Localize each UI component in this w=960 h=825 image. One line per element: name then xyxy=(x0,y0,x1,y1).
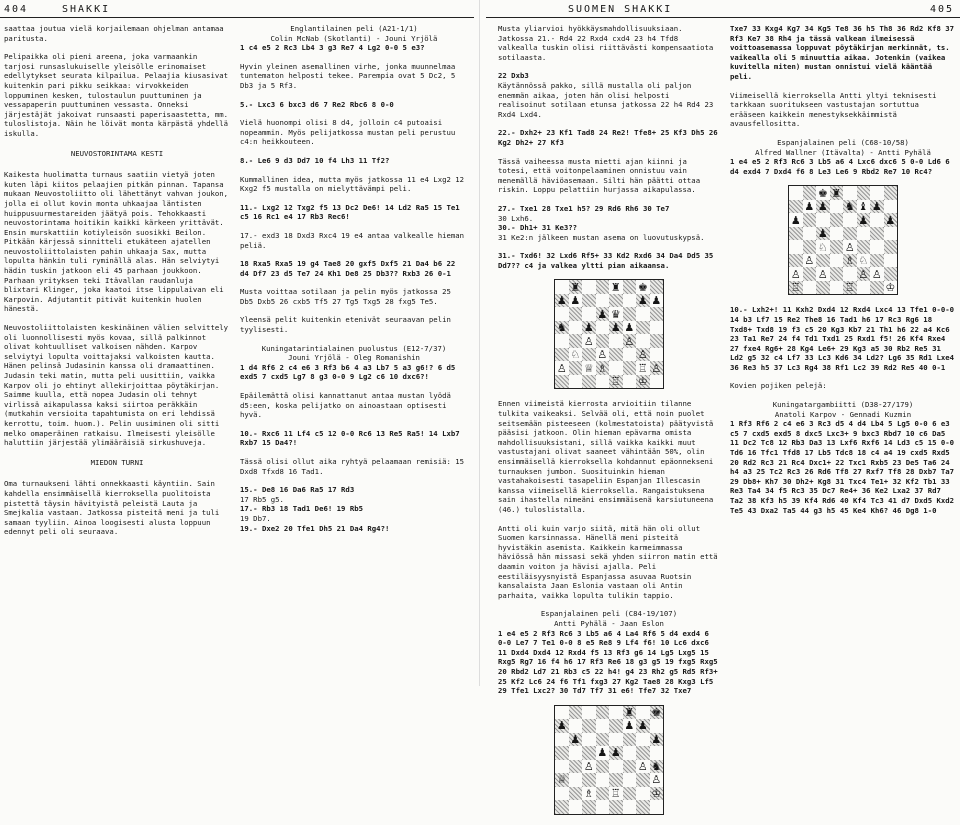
board-square xyxy=(555,280,569,294)
chess-diagram-2 xyxy=(554,705,664,815)
board-square xyxy=(636,746,650,760)
board-square xyxy=(569,375,583,389)
board-square xyxy=(596,733,610,747)
game-title: Englantilainen peli (A21-1/1) xyxy=(290,24,418,33)
board-square xyxy=(870,213,884,227)
board-square xyxy=(569,773,583,787)
board-square xyxy=(555,307,569,321)
board-square: ♙ xyxy=(583,334,594,348)
board-square xyxy=(569,706,583,720)
board-square xyxy=(623,773,637,787)
paragraph: 31 Ke2:n jälkeen mustan asema on luovutuskypsä. xyxy=(498,232,705,242)
board-square: ♞ xyxy=(844,200,855,214)
board-square xyxy=(650,321,664,335)
board-square: ♙ xyxy=(858,267,869,281)
board-square: ♟ xyxy=(651,732,662,746)
board-square: ♞ xyxy=(556,321,567,335)
board-square: ♗ xyxy=(583,786,594,800)
board-square: ♚ xyxy=(651,705,662,719)
board-square xyxy=(596,760,610,774)
board-square xyxy=(569,321,583,335)
board-square: ♙ xyxy=(583,759,594,773)
board-square xyxy=(803,267,817,281)
game-moves: 30.- Dh1+ 31 Ke3?? xyxy=(498,223,578,233)
game-title: Espanjalainen peli (C84-19/107) xyxy=(540,609,678,619)
board-square xyxy=(555,746,569,760)
game-moves: 27.- Txe1 28 Txe1 h5? 29 Rd6 Rh6 30 Te7 xyxy=(498,203,670,213)
board-square xyxy=(830,240,844,254)
board-square xyxy=(623,733,637,747)
board-square: ♜ xyxy=(624,705,635,719)
board-square: ♘ xyxy=(817,240,828,254)
board-square: ♝ xyxy=(858,200,869,214)
board-square xyxy=(609,773,623,787)
board-square: ♙ xyxy=(844,240,855,254)
board-square xyxy=(555,348,569,362)
board-square xyxy=(555,787,569,801)
board-square xyxy=(803,186,817,200)
board-square: ♜ xyxy=(570,280,581,294)
game-moves: 1 c4 e5 2 Rc3 Lb4 3 g3 Re7 4 Lg2 0-0 5 e3? xyxy=(240,43,425,53)
right-header-rule xyxy=(486,17,960,18)
game-moves: 17 Rb5 g5. xyxy=(240,494,284,504)
board-square xyxy=(803,213,817,227)
board-square: ♗ xyxy=(597,361,608,375)
board-square: ♟ xyxy=(885,213,896,227)
paragraph: Oma turnaukseni lähti onnekkaasti käyntiin. Sain kahdella ensimmäisellä kierroksella puolitoista pistettä täysin hävityistä peleistä Lauta ja Smejkalia vastaan. Jatkossa pisteitä meni ja tuli samaan tyyliin. Ainoa loogisesti alusta loppuun edennyt peli oli seuraava. xyxy=(4,479,220,537)
board-square: ♟ xyxy=(817,200,828,214)
board-square xyxy=(816,254,830,268)
game-moves: 10.- Rxc6 11 Lf4 c5 12 0-0 Rc6 13 Re5 Ra5! 14 Lxb7 Rxb7 15 Da4?! xyxy=(240,428,460,448)
board-square xyxy=(596,719,610,733)
game-moves: 1 d4 Rf6 2 c4 e6 3 Rf3 b6 4 a3 Lb7 5 a3 g6!? 6 d5 exd5 7 cxd5 Lg7 8 g3 0-0 9 Lg2 c6 10 dxc6?! xyxy=(240,362,456,382)
board-square xyxy=(650,280,664,294)
board-square: ♙ xyxy=(790,267,801,281)
paragraph: Musta yliarvioi hyökkäysmahdollisuuksiaan. Jatkossa 21.- Rd4 22 Rxd4 cxd4 23 h4 Tfd8 valkealla tuskin olisi riittävästi kompensaatiota sotilaasta. xyxy=(498,24,714,62)
game-title: Kuningatargambiitti (D38-27/179) xyxy=(772,400,914,410)
board-square xyxy=(636,307,650,321)
column-4 xyxy=(730,24,956,524)
game-moves: 22 Dxb3 xyxy=(498,71,529,81)
board-square xyxy=(609,719,623,733)
left-header-rule xyxy=(0,17,474,18)
board-square xyxy=(830,267,844,281)
board-square xyxy=(623,348,637,362)
board-square xyxy=(650,719,664,733)
board-square xyxy=(636,800,650,814)
board-square xyxy=(636,773,650,787)
board-square: ♟ xyxy=(570,294,581,308)
board-square xyxy=(803,227,817,241)
board-square xyxy=(569,760,583,774)
board-square xyxy=(582,746,596,760)
paragraph: Yleensä pelit kuitenkin etenivät seuraavan pelin tyylisesti. xyxy=(240,315,451,335)
board-square xyxy=(789,240,803,254)
board-square: ♙ xyxy=(556,361,567,375)
game-moves: 31.- Txd6! 32 Lxd6 Rf5+ 33 Kd2 Rxd6 34 Da4 Dd5 35 Dd7?? c4 ja valkea yltti pian aikaansa. xyxy=(498,251,714,270)
board-square xyxy=(623,746,637,760)
board-square xyxy=(843,186,857,200)
column-3 xyxy=(498,24,720,825)
section-heading: MIEDON TURNI xyxy=(90,457,144,467)
board-square xyxy=(609,334,623,348)
board-square: ♙ xyxy=(804,254,815,268)
paragraph: Neuvostoliittolaisten keskinäinen välien selvittely oli luonnollisesti myös kovaa, sillä palkinnot olivat kohtuulliset valkoisen nähden. Karpov selviytyi lopulta voittajaksi valkoisten kautta. Hänen pelinsä Judasinin kanssa oli dramaattinen. Judasin teki matin, mutta peli uusittiin, vaikka Karpov oli jo ehtinyt allekirjoittaa pöytäkirjan. Saimme kuulla, että nopea Judasin oli tehnyt virlissä aikapulassa kaksi siirtoa peräkkäin (mutkahin versioita tapahtumista on eri lehdissä kerrottu, toim. huom.). Pelin uusiminen oli sitti melko omaperäinen ratkaisu. Ilmeisesti yleisölle haluttiin järjestää ylimääräisiä sirkushuveja. xyxy=(4,323,229,448)
board-square xyxy=(857,227,871,241)
paragraph: Kummallinen idea, mutta myös jatkossa 11 e4 Lxg2 12 Kxg2 f5 mustalla on mielyttävämpi peli. xyxy=(240,174,465,194)
board-square xyxy=(870,254,884,268)
board-square: ♖ xyxy=(844,281,855,295)
game-title: Espanjalainen peli (C68-10/58) xyxy=(777,137,909,147)
board-square: ♟ xyxy=(624,321,635,335)
game-moves: 22.- Dxh2+ 23 Kf1 Tad8 24 Re2! Tfe8+ 25 Kf3 Dh5 26 Kg2 Dh2+ 27 Kf3 xyxy=(498,128,718,147)
board-square xyxy=(569,719,583,733)
board-square xyxy=(596,321,610,335)
board-square xyxy=(830,200,844,214)
board-square xyxy=(569,746,583,760)
board-square: ♙ xyxy=(871,267,882,281)
board-square xyxy=(569,787,583,801)
board-square xyxy=(596,706,610,720)
board-square xyxy=(623,760,637,774)
board-square xyxy=(636,321,650,335)
page-gutter xyxy=(479,0,480,686)
board-square xyxy=(830,281,844,295)
board-square xyxy=(555,706,569,720)
paragraph: Epäilemättä olisi kannattanut antaa mustan lyödä d5:een, koska pelijatko on ainoastaan optisesti hyvä. xyxy=(240,391,451,420)
game-players: Antti Pyhälä - Jaan Eslon xyxy=(554,618,664,628)
board-square xyxy=(870,240,884,254)
board-square: ♙ xyxy=(651,773,662,787)
board-square xyxy=(596,773,610,787)
board-square: ♟ xyxy=(637,719,648,733)
board-square xyxy=(582,294,596,308)
board-square xyxy=(650,800,664,814)
board-square xyxy=(582,348,596,362)
board-square: ♖ xyxy=(610,375,621,389)
paragraph: Ennen viimeistä kierrosta arvioitiin tilanne tulkita vaikeaksi. Selvää oli, että noin puolet seitsemään pisteeseen (kolmestatoista) päätyvistä pääsisi jatkoon. Olin hieman epävarma omista mahdollisuuksistani, sillä vaikka kaikki muut vastustajani olivat saaneet vähintään 50%, olin ensimmäisellä kierroksella kohdannut epäonnekseni turnauksen jumbon. Suosituinkin hieman vastahakoisesti tasapeliin Espanjan Illescasin kanssa viimeisellä kierroksella. Rangaistuksena sain ihastella nimeäni ensimmäisenä karsiutuneena (46.) tuloslistalla. xyxy=(498,399,714,514)
left-running-title: SHAKKI xyxy=(62,4,111,15)
board-square: ♟ xyxy=(556,719,567,733)
board-square xyxy=(816,213,830,227)
paragraph: Tässä vaiheessa musta mietti ajan kiinni ja totesi, että voitonpelaaminen onnistuu vain menemällä häviöasemaan. Silti hän päätti ottaa riskin. Loppu pelattiin hurjassa aikapulassa. xyxy=(498,156,701,195)
board-square xyxy=(870,186,884,200)
board-square: ♖ xyxy=(790,281,801,295)
board-square: ♙ xyxy=(597,348,608,362)
board-square xyxy=(609,733,623,747)
right-running-title: SUOMEN SHAKKI xyxy=(568,4,673,15)
board-square: ♘ xyxy=(570,348,581,362)
board-square xyxy=(555,375,569,389)
board-square xyxy=(555,800,569,814)
board-square xyxy=(582,375,596,389)
game-moves: 19.- Dxe2 20 Tfe1 Dh5 21 Da4 Rg4?! xyxy=(240,523,390,533)
board-square xyxy=(830,254,844,268)
paragraph: Antti oli kuin varjo siitä, mitä hän oli ollut Suomen karsinnassa. Hänellä meni pisteitä hyvistäkin asemista. Kaikkein karmeimmassa häviössä hän missasi sekä yhden siirron matin että daamin voiton ja hävisi ajalla. Peli eestiläisyysnyistä Espanjassa asuvaa Ruotsin kansalaista Jaan Eslonia vastaan oli Antin parhaita, vaikka lopulta tulikin tappio. xyxy=(498,523,718,600)
board-square xyxy=(884,200,898,214)
board-square: ♗ xyxy=(844,254,855,268)
chess-diagram-3 xyxy=(788,185,898,295)
board-square: ♖ xyxy=(637,361,648,375)
board-square xyxy=(650,307,664,321)
board-square: ♙ xyxy=(651,361,662,375)
board-square xyxy=(596,280,610,294)
game-moves: 11.- Lxg2 12 Txg2 f5 13 Dc2 De6! 14 Ld2 Ra5 15 Te1 c5 16 Rc1 e4 17 Rb3 Rec6! xyxy=(240,202,460,222)
board-square xyxy=(569,334,583,348)
board-square: ♚ xyxy=(637,280,648,294)
paragraph: 17.- exd3 18 Dxd3 Rxc4 19 e4 antaa valkealle hieman peliä. xyxy=(240,230,465,250)
board-square: ♔ xyxy=(885,281,896,295)
board-square xyxy=(596,787,610,801)
board-square xyxy=(816,281,830,295)
board-square: ♟ xyxy=(790,213,801,227)
board-square xyxy=(569,800,583,814)
board-square xyxy=(870,281,884,295)
board-square xyxy=(623,800,637,814)
board-square xyxy=(636,787,650,801)
board-square: ♞ xyxy=(651,759,662,773)
board-square xyxy=(555,334,569,348)
game-moves: 15.- De8 16 Da6 Ra5 17 Rd3 xyxy=(240,485,355,495)
board-square xyxy=(803,281,817,295)
paragraph: Musta voittaa sotilaan ja pelin myös jatkossa 25 Db5 Dxb5 26 cxb5 Tf5 27 Tg5 Txg5 28 fxg5 Te5. xyxy=(240,287,451,306)
board-square: ♔ xyxy=(637,375,648,389)
paragraph: Hyvin yleinen asemallinen virhe, jonka muunnelmaa tuntematon helposti tekee. Parempia ovat 5 Dc2, 5 Db3 ja 5 Rf3. xyxy=(240,61,456,90)
board-square xyxy=(884,240,898,254)
game-players: Colin McNab (Skotlanti) - Jouni Yrjölä xyxy=(270,33,438,43)
board-square xyxy=(803,240,817,254)
board-square xyxy=(596,334,610,348)
board-square xyxy=(555,733,569,747)
board-square xyxy=(884,186,898,200)
game-title: Kuningatarintialainen puolustus (E12-7/37) xyxy=(261,343,447,353)
board-square xyxy=(582,719,596,733)
game-moves: 5.- Lxc3 6 bxc3 d6 7 Re2 Rbc6 8 0-0 xyxy=(240,99,394,109)
board-square xyxy=(623,280,637,294)
board-square xyxy=(609,760,623,774)
game-moves: Txe7 33 Kxg4 Kg7 34 Kg5 Te8 36 h5 Th8 36 Rd2 Kf8 37 Rf3 Ke7 38 Rh4 ja tässä valkean ilmeisessä voittoasemassa loppuvat pöytäkirjan merkinnät, ts. vaikealla oli 5 minuuttia aikaa. Jotenkin (vaikea kuvitella miten) mustan onnistui vielä kääntää peli. xyxy=(730,24,955,81)
board-square xyxy=(789,200,803,214)
board-square xyxy=(789,186,803,200)
paragraph: Tässä olisi ollut aika ryhtyä pelaamaan remisiä: 15 Dxd8 Tfxd8 16 Tad1. xyxy=(240,457,465,476)
board-square xyxy=(582,706,596,720)
board-square: ♟ xyxy=(871,200,882,214)
board-square xyxy=(830,213,844,227)
board-square xyxy=(582,307,596,321)
board-square xyxy=(582,800,596,814)
paragraph: Viimeisellä kierroksella Antti yltyi teknisesti tarkkaan suoritukseen vastustajan sortuttua erääseen kaikkein menestyksekkäimmistä avausfellositta. xyxy=(730,90,937,129)
game-players: Anatoli Karpov - Gennadi Kuzmin xyxy=(774,409,912,419)
board-square: ♟ xyxy=(556,294,567,308)
board-square xyxy=(636,733,650,747)
board-square: ♕ xyxy=(583,361,594,375)
paragraph: Kaikesta huolimatta turnaus saatiin vietyä joten kuten läpi kiitos pelaajien pitkän pinnan. Tapansa mukaan Neuvostoliitto oli lähettänyt vahvan joukon, jolla ei ollut kovin monta uhkaajaa läntisten huippusuurmestareiden jäätyä pois. Tehokkaasti neuvostorintama hoitikin kaikki kärkeen yrittävät. Ensin murskattiin kotiyleisön suosikki Beilon. Pitkään kärjessä sinnitteli etukäteen ajatellen neuvostoliittolaisten pahin uhkaaja Sax, mutta lopulta hänkin tuli ryminällä alas. Hän selviytyi hädin tuskin jatkoon eli 45 parhaan joukkoon. Parhaan yrityksen teki Itävallan raudanluja blixtari Klinger, joka kaatoi itse lippulaivan eli Karpovin. Adjutantit pitivät kuitenkin huolen hänestä. xyxy=(4,170,229,314)
column-2 xyxy=(240,24,468,542)
board-square: ♚ xyxy=(817,186,828,200)
board-square xyxy=(623,787,637,801)
board-square xyxy=(650,375,664,389)
game-moves: 10.- Lxh2+! 11 Kxh2 Dxd4 12 Rxd4 Lxc4 13 Tfe1 0-0-0 14 b3 Lf7 15 Re2 The8 16 Tad1 h6 17 Rc3 Rg6 18 Txd8+ Txd8 19 f3 c5 20 Kg3 Kb7 21 Th1 h6 22 a4 Kc6 23 Ta1 Re7 24 f4 Td1 Txd1 25 Rxd1 f5! 26 Kf4 Rxe4 27 fxe4 Rg6+ 28 Kg4 Le6+ 29 Kg3 a5 30 Rb2 Re5 31 Ld2 g5 32 c4 Lf7 33 Lc3 Kd6 34 Ld2? Lg6 35 Rd1 Lxe4 36 Re3 h5 37 Lc3 Rg4 38 Rf1 Lc2 39 Rd2 Re5 40 0-1 xyxy=(730,305,955,372)
paragraph: Vielä huonompi olisi 8 d4, jolloin c4 putoaisi nopeammin. Myös pelijatkossa mustan peli perustuu c4:n heikkouteen. xyxy=(240,118,456,147)
game-players: Jouni Yrjölä - Oleg Romanishin xyxy=(288,353,420,363)
board-square xyxy=(582,733,596,747)
board-square: ♜ xyxy=(610,280,621,294)
board-square: ♕ xyxy=(556,773,567,787)
game-moves: 19 Db7. xyxy=(240,513,271,523)
board-square xyxy=(623,375,637,389)
board-square xyxy=(884,227,898,241)
paragraph: saattaa joutua vielä korjailemaan ohjelman antamaa paritusta. xyxy=(4,24,224,43)
board-square xyxy=(623,307,637,321)
board-square xyxy=(830,227,844,241)
board-square xyxy=(569,307,583,321)
column-1 xyxy=(4,24,230,546)
board-square: ♙ xyxy=(624,334,635,348)
board-square xyxy=(650,334,664,348)
board-square xyxy=(609,348,623,362)
board-square xyxy=(596,375,610,389)
board-square: ♟ xyxy=(610,321,621,335)
board-square: ♟ xyxy=(817,227,828,241)
board-square xyxy=(843,227,857,241)
game-players: Alfred Wallner (Itävalta) - Antti Pyhälä xyxy=(755,147,931,157)
board-square xyxy=(650,746,664,760)
game-moves: 1 e4 e5 2 Rf3 Rc6 3 Lb5 a6 4 La4 Rf6 5 d4 exd4 6 0-0 Le7 7 Te1 0-0 8 e5 Re8 9 Lf4 f6! 10 Lc6 dxc6 11 Dxd4 Dxd4 12 Rxd4 f5 13 Rf3 g6 14 Lg5 Lxg5 15 Rxg5 Rg7 16 f4 h6 17 Rf3 Re6 18 g3 g5 19 fxg5 Rxg5 20 Rbd2 Ld7 21 Rb3 c5 22 h4! g4 23 Rh2 g5 Rd5 Rf3+ 25 Kf2 Lc6 24 f6 Tf1 fxg3 27 Kg2 Tae8 28 Kxg3 Lf5 29 Tfe1 Lxc2? 30 Td7 Tf7 31 e6! Tfe7 32 Txe7 xyxy=(498,628,718,696)
game-moves: 30 Lxh6. xyxy=(498,213,534,223)
board-square xyxy=(609,361,623,375)
board-square xyxy=(623,294,637,308)
board-square xyxy=(843,267,857,281)
board-square: ♘ xyxy=(858,254,869,268)
paragraph: Kovien pojiken pelejä: xyxy=(730,381,827,391)
board-square xyxy=(609,800,623,814)
board-square: ♟ xyxy=(570,732,581,746)
board-square: ♟ xyxy=(583,321,594,335)
board-square xyxy=(569,361,583,375)
board-square xyxy=(582,280,596,294)
board-square: ♔ xyxy=(651,786,662,800)
right-page-number: 405 xyxy=(930,4,955,15)
board-square xyxy=(884,267,898,281)
board-square: ♟ xyxy=(597,307,608,321)
section-heading: NEUVOSTORINTAMA KESTI xyxy=(70,148,164,158)
board-square xyxy=(623,361,637,375)
board-square: ♛ xyxy=(610,307,621,321)
game-moves: 17.- Rb3 18 Tad1 De6! 19 Rb5 xyxy=(240,504,364,514)
board-square: ♟ xyxy=(858,213,869,227)
board-square: ♟ xyxy=(651,294,662,308)
game-moves: 8.- Le6 9 d3 Dd7 10 f4 Lh3 11 Tf2? xyxy=(240,155,390,165)
board-square: ♟ xyxy=(637,294,648,308)
board-square xyxy=(857,240,871,254)
board-square: ♜ xyxy=(831,186,842,200)
board-square: ♙ xyxy=(637,759,648,773)
board-square xyxy=(636,706,650,720)
board-square xyxy=(789,254,803,268)
board-square: ♟ xyxy=(610,746,621,760)
board-square: ♟ xyxy=(804,200,815,214)
board-square xyxy=(857,186,871,200)
board-square xyxy=(870,227,884,241)
board-square xyxy=(884,254,898,268)
game-moves: 1 Rf3 Rf6 2 c4 e6 3 Rc3 d5 4 d4 Lb4 5 Lg5 0-0 6 e3 c5 7 cxd5 exd5 8 dxc5 Lxc3+ 9 bxc3 Rbd7 10 c6 Da5 11 Dc2 Tc8 12 Rb3 Da3 13 Lxf6 Rxf6 14 Ld3 c5 15 0-0 Td6 16 Tfc1 Tfd8 17 Lb5 Tdc8 18 c4 a4 19 cxd5 Rxd5 20 Rd2 Rc3 21 Rc4 Dxc1+ 22 Txc1 Rxb5 23 De5 Ta6 24 h4 a3 25 Tc2 Rc3 26 Rd6 Tf8 27 Rxf7 Tf8 28 Dxb7 Ta7 29 Db8+ Kh7 30 Dh2+ Kg8 31 Txc4 Te1+ 32 Kf2 Tb1 33 Re3 Ta4 34 f5 Rc3 35 Dc7 Re4+ 36 Ke2 Lxa2 37 Rd7 Ta2 38 Kf3 h5 39 Kf4 Rd6 40 Kf4 Tc3 41 d7 Dxd5 Kxd2 Te5 43 Dxa2 Ta5 44 g3 h5 45 Ke4 Kh6? 46 Dg8 1-0 xyxy=(730,419,955,515)
board-square xyxy=(596,800,610,814)
board-square: ♟ xyxy=(597,746,608,760)
board-square xyxy=(596,294,610,308)
chess-diagram-1 xyxy=(554,279,664,389)
board-square xyxy=(636,334,650,348)
board-square: ♟ xyxy=(624,719,635,733)
board-square xyxy=(555,760,569,774)
paragraph: Pelipaikka oli pieni areena, joka varmaankin tarjosi runsaslukuiselle yleisölle erinomaiset edellytykset seurata kilpailua. Pelaajia kiusasivat kuitenkin pari pikku seikkaa: virvokkeiden loppuminen kesken, tulostaulun puuttuminen ja vessapaperin puuttuminen vessasta. Onneksi järjestäjät jakoivat runsaasti paperisaastetta, mm. tuloslistoja. Näin he löivät monta kärpästä yhdellä iskulla. xyxy=(4,52,229,138)
board-square xyxy=(789,227,803,241)
board-square: ♙ xyxy=(817,267,828,281)
board-square xyxy=(650,348,664,362)
left-page-number: 404 xyxy=(4,4,29,15)
board-square xyxy=(609,706,623,720)
board-square xyxy=(843,213,857,227)
board-square xyxy=(582,773,596,787)
game-moves: 18 Rxa5 Rxa5 19 g4 Tae8 20 gxf5 Dxf5 21 Da4 b6 22 d4 Df7 23 d5 Te7 24 Kh1 De8 25 Db3?? Rxb3 26 0-1 xyxy=(240,259,456,278)
paragraph: Käytännössä pakko, sillä mustalla oli paljon enemmän aikaa, joten hän olisi helposti realisoinut sotilaan etunsa jatkossa 22 h4 Rd4 23 Rxd4 Lxd4. xyxy=(498,80,714,119)
board-square: ♖ xyxy=(610,786,621,800)
game-moves: 1 e4 e5 2 Rf3 Rc6 3 Lb5 a6 4 Lxc6 dxc6 5 0-0 Ld6 6 d4 exd4 7 Dxd4 f6 8 Le3 Le6 9 Rbd2 Re7 10 Rc4? xyxy=(730,157,950,176)
board-square xyxy=(857,281,871,295)
board-square xyxy=(609,294,623,308)
board-square: ♙ xyxy=(637,348,648,362)
